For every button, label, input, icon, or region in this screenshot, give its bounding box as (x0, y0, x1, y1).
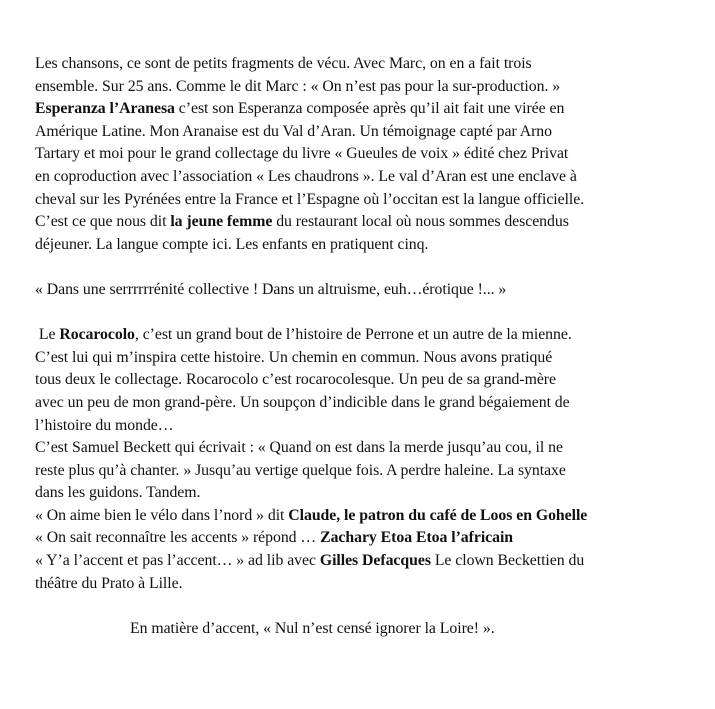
text-line: C’est ce que nous dit la jeune femme du restaurant local où nous sommes descendus (35, 213, 569, 231)
text-line: dans les guidons. Tandem. (35, 484, 201, 502)
text-line: Amérique Latine. Mon Aranaise est du Val d’Aran. Un témoignage capté par Arno (35, 122, 552, 140)
bold-rocarocolo: Rocarocolo (59, 326, 135, 344)
song-title-esperanza: Esperanza l’Aranesa (35, 100, 175, 118)
text-line: Esperanza l’Aranesa c’est son Esperanza composée après qu’il ait fait une virée en (35, 100, 565, 118)
quote-line: « Dans une serrrrrrénité collective ! Dans un altruisme, euh…érotique !... » (35, 280, 507, 298)
paragraph-rocarocolo (35, 324, 685, 595)
text-line: Les chansons, ce sont de petits fragments de vécu. Avec Marc, on en a fait trois (35, 55, 532, 72)
text-line: déjeuner. La langue compte ici. Les enfants en pratiquent cinq. (35, 235, 429, 253)
bold-claude: Claude, le patron du café de Loos en Gohelle (288, 506, 588, 524)
bold-la-jeune-femme: la jeune femme (170, 213, 273, 231)
text-line: Tartary et moi pour le grand collectage du livre « Gueules de voix » édité chez Privat (35, 145, 569, 163)
bold-gilles: Gilles Defacques (319, 552, 431, 570)
text-line: reste plus qu’à chanter. » Jusqu’au vertige quelque fois. A perdre haleine. La syntaxe (35, 461, 566, 479)
text-line: « On sait reconnaître les accents » répond … Zachary Etoa Etoa l’africain (35, 529, 514, 547)
text-line: C’est lui qui m’inspira cette histoire. Un chemin en commun. Nous avons pratiqué (35, 348, 553, 366)
bold-zachary: Zachary Etoa Etoa l’africain (320, 529, 514, 547)
text-line: l’histoire du monde… (35, 416, 174, 434)
text-line: théâtre du Prato à Lille. (35, 574, 183, 592)
text-line: C’est Samuel Beckett qui écrivait : « Quand on est dans la merde jusqu’au cou, il ne (35, 439, 563, 457)
text-line: en coproduction avec l’association « Les chaudrons ». Le val d’Aran est une enclave à (35, 167, 577, 185)
paragraph-intro (35, 53, 685, 256)
text-line: avec un peu de mon grand-père. Un soupçon d’indicible dans le grand bégaiement de (35, 393, 570, 411)
text-line: Le Rocarocolo, c’est un grand bout de l’histoire de Perrone et un autre de la mienne. (35, 326, 572, 344)
text-line: tous deux le collectage. Rocarocolo c’est rocarocolesque. Un peu de sa grand-mère (35, 371, 556, 389)
text-line: « On aime bien le vélo dans l’nord » dit Claude, le patron du café de Loos en Gohelle (35, 506, 588, 524)
text-line: ensemble. Sur 25 ans. Comme le dit Marc : « On n’est pas pour la sur-production. » (35, 77, 561, 95)
text-line: « Y’a l’accent et pas l’accent… » ad lib avec Gilles Defacques Le clown Beckettien du (35, 552, 585, 570)
closing-line: En matière d’accent, « Nul n’est censé ignorer la Loire! ». (130, 619, 495, 637)
text-line: cheval sur les Pyrénées entre la France et l’Espagne où l’occitan est la langue officielle. (35, 190, 585, 208)
